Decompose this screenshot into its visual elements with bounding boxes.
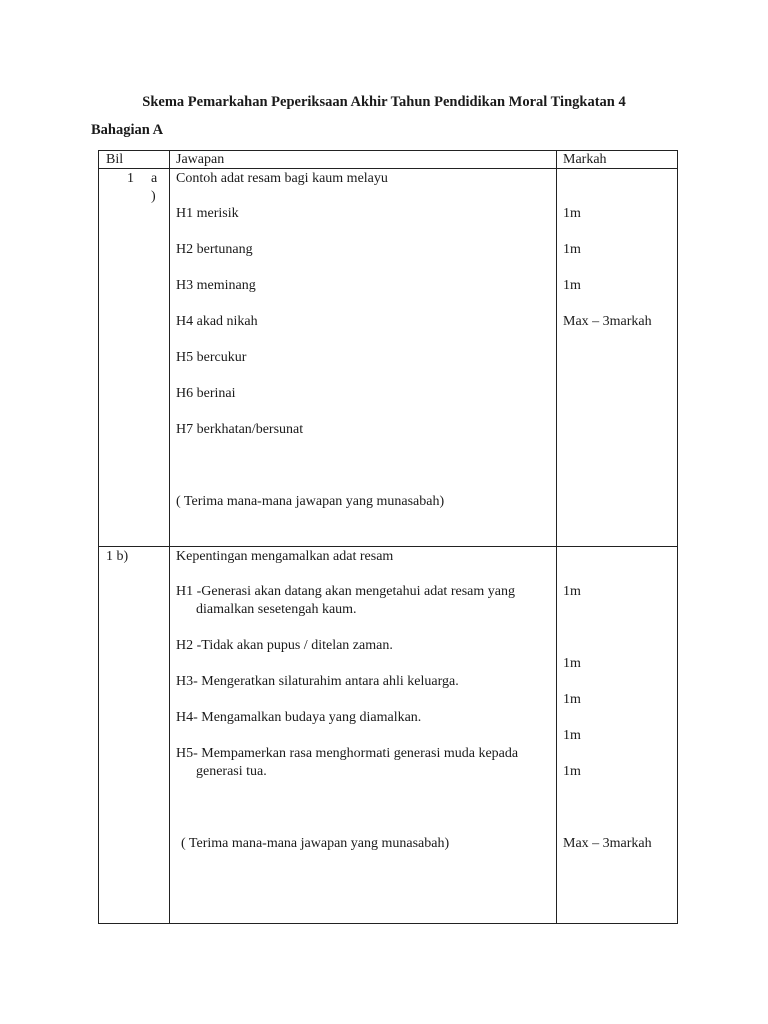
q1b-mark: 1m <box>563 656 581 671</box>
q1b-mark: 1m <box>563 584 581 599</box>
q1a-mark: 1m <box>563 242 581 257</box>
header-bil: Bil <box>106 152 124 167</box>
q1a-item: H3 meminang <box>176 278 256 293</box>
q1b-number: 1 b) <box>106 549 129 564</box>
q1a-mark: 1m <box>563 278 581 293</box>
q1b-max-mark: Max – 3markah <box>563 836 652 851</box>
q1a-item: H1 merisik <box>176 206 239 221</box>
column-divider-bil <box>169 151 170 923</box>
q1a-note: ( Terima mana-mana jawapan yang munasabah) <box>176 494 445 509</box>
q1a-item: H7 berkhatan/bersunat <box>176 422 304 437</box>
q1a-number: 1 <box>127 171 134 186</box>
q1b-heading: Kepentingan mengamalkan adat resam <box>176 549 394 564</box>
q1b-item: H4- Mengamalkan budaya yang diamalkan. <box>176 710 422 725</box>
document-title: Skema Pemarkahan Peperiksaan Akhir Tahun Pendidikan Moral Tingkatan 4 <box>142 94 626 110</box>
q1b-item: H3- Mengeratkan silaturahim antara ahli keluarga. <box>176 674 459 689</box>
q1a-item: H5 bercukur <box>176 350 247 365</box>
q1b-item-continuation: diamalkan sesetengah kaum. <box>196 602 357 617</box>
q1a-item: H4 akad nikah <box>176 314 258 329</box>
q1b-item-continuation: generasi tua. <box>196 764 267 779</box>
q1b-mark: 1m <box>563 764 581 779</box>
marking-scheme-table <box>98 150 678 924</box>
q1a-paren: ) <box>151 189 156 204</box>
q1b-item: H2 -Tidak akan pupus / ditelan zaman. <box>176 638 393 653</box>
section-heading: Bahagian A <box>91 122 164 138</box>
q1b-mark: 1m <box>563 692 581 707</box>
q1a-heading: Contoh adat resam bagi kaum melayu <box>176 171 388 186</box>
column-divider-markah <box>556 151 557 923</box>
q1b-note: ( Terima mana-mana jawapan yang munasabah) <box>181 836 450 851</box>
row-divider-1b <box>99 546 677 547</box>
q1a-item: H6 berinai <box>176 386 236 401</box>
q1a-letter: a <box>151 171 158 186</box>
q1b-mark: 1m <box>563 728 581 743</box>
q1a-item: H2 bertunang <box>176 242 253 257</box>
header-jawapan: Jawapan <box>176 152 225 167</box>
q1a-mark: 1m <box>563 206 581 221</box>
q1b-item: H5- Mempamerkan rasa menghormati generasi muda kepada <box>176 746 519 761</box>
q1b-item: H1 -Generasi akan datang akan mengetahui adat resam yang <box>176 584 515 599</box>
header-markah: Markah <box>563 152 607 167</box>
q1a-max-mark: Max – 3markah <box>563 314 652 329</box>
